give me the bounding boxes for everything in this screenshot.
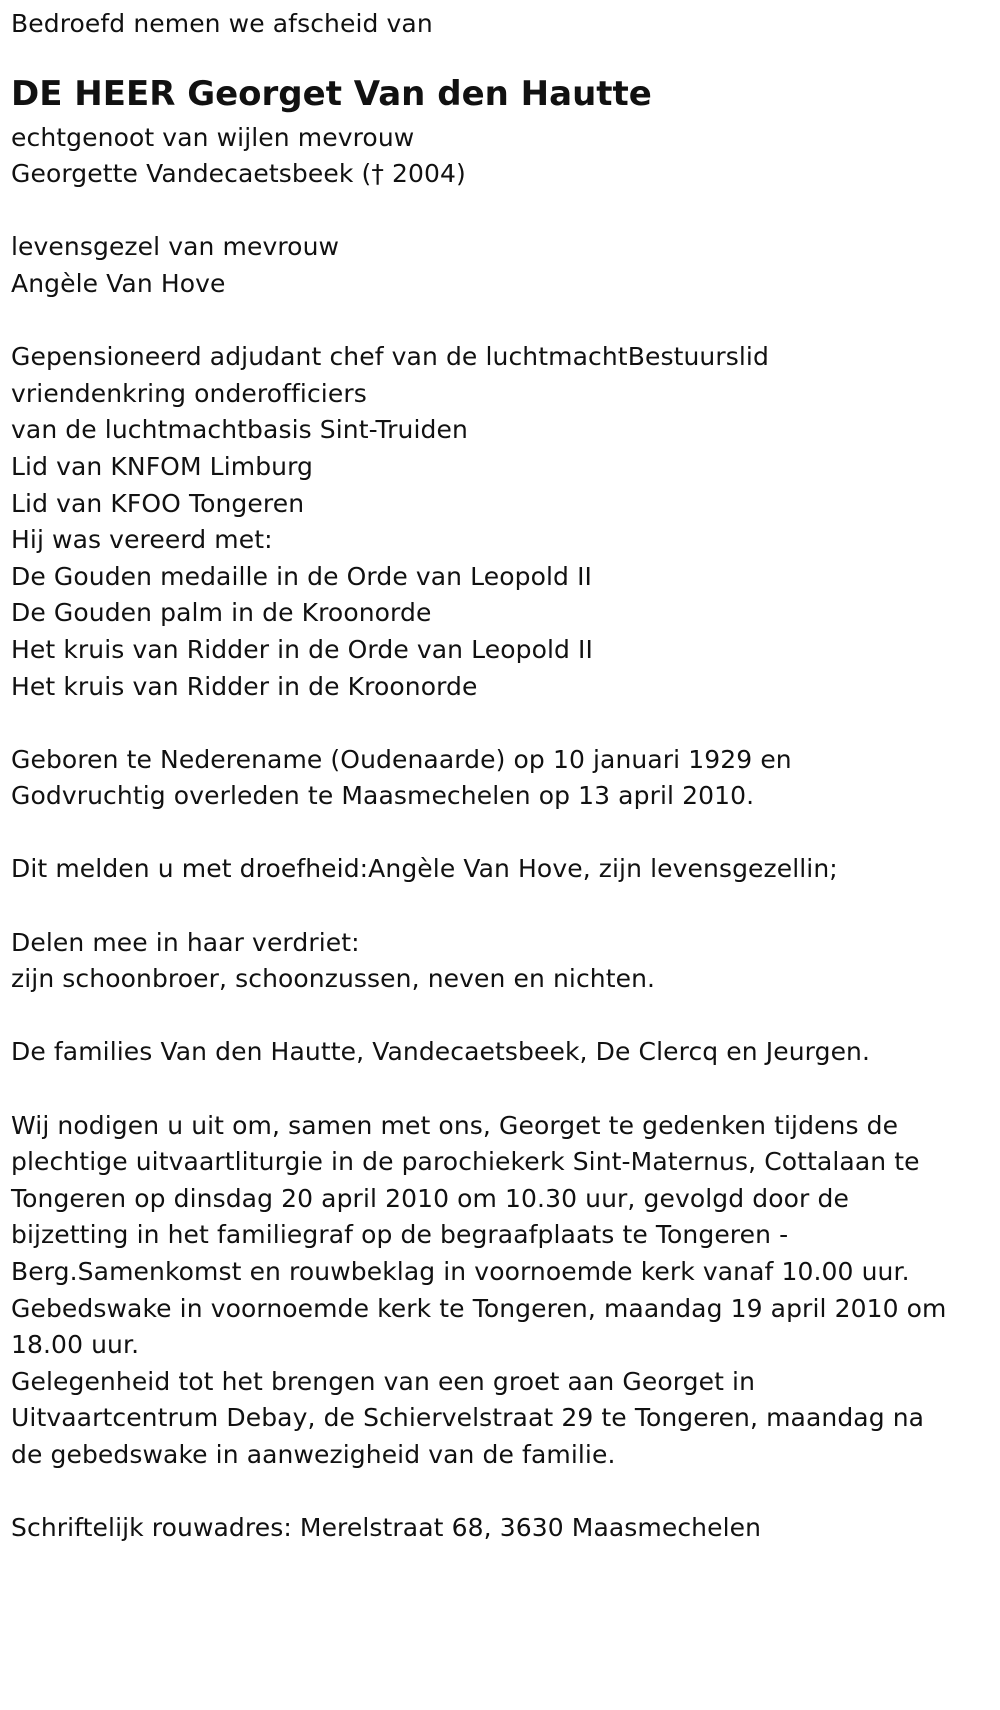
spacer	[11, 815, 1000, 852]
career-line: Lid van KNFOM Limburg	[11, 451, 314, 481]
ceremony-line: Uitvaartcentrum Debay, de Schiervelstraat 29 te Tongeren, maandag na	[11, 1403, 925, 1433]
career-line: Lid van KFOO Tongeren	[11, 488, 305, 518]
announcement-line: Dit melden u met droefheid:Angèle Van Hove, zijn levensgezellin;	[11, 854, 838, 884]
ceremony-line: Gelegenheid tot het brengen van een groet aan Georget in	[11, 1366, 756, 1396]
career-line: Hij was vereerd met:	[11, 525, 273, 555]
career-line: van de luchtmachtbasis Sint-Truiden	[11, 415, 468, 445]
honor-line: De Gouden palm in de Kroonorde	[11, 598, 432, 628]
mourning-address-line: Schriftelijk rouwadres: Merelstraat 68, 3630 Maasmechelen	[11, 1513, 762, 1543]
honor-line: Het kruis van Ridder in de Kroonorde	[11, 671, 478, 701]
career-line: vriendenkring onderofficiers	[11, 378, 367, 408]
spacer	[11, 303, 1000, 340]
deceased-name-heading: DE HEER Georget Van den Hautte	[11, 73, 652, 114]
spacer	[11, 193, 1000, 230]
ceremony-line: Tongeren op dinsdag 20 april 2010 om 10.30 uur, gevolgd door de	[11, 1183, 849, 1213]
birth-line: Geboren te Nederename (Oudenaarde) op 10 januari 1929 en	[11, 744, 792, 774]
spouse-line-2: Georgette Vandecaetsbeek († 2004)	[11, 159, 466, 189]
sharing-line-2: zijn schoonbroer, schoonzussen, neven en nichten.	[11, 964, 656, 994]
partner-line-2: Angèle Van Hove	[11, 268, 226, 298]
honor-line: De Gouden medaille in de Orde van Leopold II	[11, 561, 593, 591]
death-line: Godvruchtig overleden te Maasmechelen op 13 april 2010.	[11, 781, 755, 811]
spacer	[11, 888, 1000, 925]
spacer	[11, 705, 1000, 742]
ceremony-line: bijzetting in het familiegraf op de begraafplaats te Tongeren -	[11, 1220, 789, 1250]
sharing-line-1: Delen mee in haar verdriet:	[11, 927, 360, 957]
ceremony-line: 18.00 uur.	[11, 1330, 140, 1360]
ceremony-line: Wij nodigen u uit om, samen met ons, Georget te gedenken tijdens de	[11, 1110, 899, 1140]
intro-text: Bedroefd nemen we afscheid van	[11, 9, 433, 38]
partner-line-1: levensgezel van mevrouw	[11, 232, 340, 262]
career-line: Gepensioneerd adjudant chef van de luchtmachtBestuurslid	[11, 342, 769, 372]
families-line: De families Van den Hautte, Vandecaetsbeek, De Clercq en Jeurgen.	[11, 1037, 871, 1067]
spacer	[11, 998, 1000, 1035]
spacer	[11, 1474, 1000, 1511]
ceremony-line: Gebedswake in voornoemde kerk te Tongeren, maandag 19 april 2010 om	[11, 1293, 947, 1323]
spacer	[11, 1071, 1000, 1108]
spouse-line-1: echtgenoot van wijlen mevrouw	[11, 122, 415, 152]
ceremony-line: de gebedswake in aanwezigheid van de familie.	[11, 1439, 616, 1469]
honor-line: Het kruis van Ridder in de Orde van Leopold II	[11, 634, 594, 664]
ceremony-line: plechtige uitvaartliturgie in de parochiekerk Sint-Maternus, Cottalaan te	[11, 1147, 920, 1177]
ceremony-line: Berg.Samenkomst en rouwbeklag in voornoemde kerk vanaf 10.00 uur.	[11, 1257, 910, 1286]
